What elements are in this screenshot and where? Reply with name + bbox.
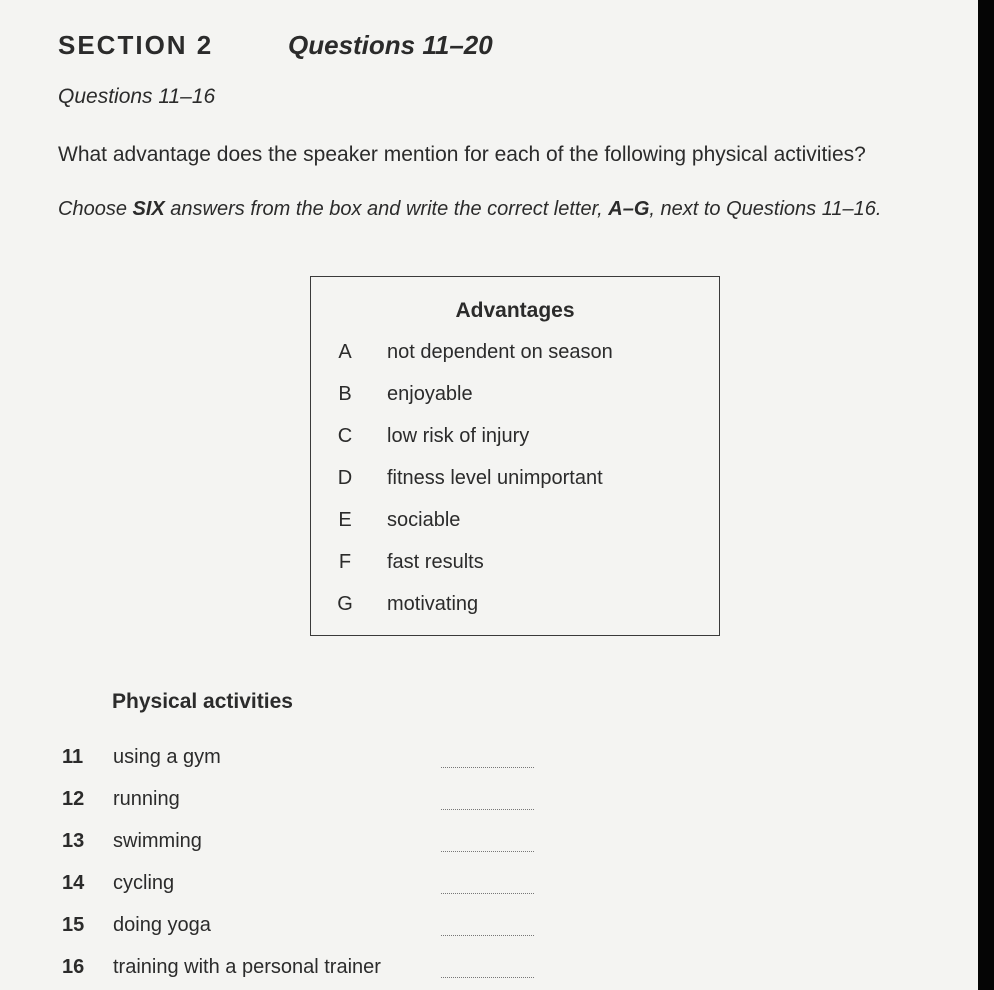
- instruction-mid: answers from the box and write the correct letter,: [164, 198, 609, 220]
- activity-row: [0, 872, 978, 904]
- option-row: [311, 425, 719, 455]
- activity-row: [0, 956, 978, 988]
- option-text: fitness level unimportant: [387, 467, 603, 489]
- option-letter: A: [338, 341, 352, 363]
- option-letter: F: [338, 551, 352, 573]
- option-letter: D: [337, 467, 353, 489]
- answer-blank[interactable]: [441, 977, 534, 978]
- instruction-pre: Choose: [58, 198, 133, 220]
- option-row: [311, 467, 719, 497]
- activity-text: running: [113, 788, 180, 810]
- question-prompt: What advantage does the speaker mention for each of the following physical activities?: [58, 143, 866, 166]
- instruction-range: A–G: [608, 198, 650, 220]
- question-number: 13: [62, 830, 85, 852]
- option-row: [311, 551, 719, 581]
- option-text: low risk of injury: [387, 425, 530, 447]
- activity-text: training with a personal trainer: [113, 956, 381, 978]
- activity-row: [0, 746, 978, 778]
- option-text: enjoyable: [387, 383, 473, 405]
- activity-row: [0, 914, 978, 946]
- instruction-count: SIX: [132, 198, 165, 220]
- advantages-box: [310, 276, 720, 636]
- instruction-post: , next to Questions 11–16.: [649, 198, 882, 220]
- answer-blank[interactable]: [441, 851, 534, 852]
- activity-text: using a gym: [113, 746, 221, 768]
- activity-text: swimming: [113, 830, 202, 852]
- option-row: [311, 341, 719, 371]
- activities-heading: Physical activities: [112, 690, 293, 713]
- question-number: 14: [62, 872, 85, 894]
- question-number: 11: [62, 746, 84, 768]
- part-heading: Questions 11–16: [58, 85, 216, 108]
- question-number: 15: [62, 914, 85, 936]
- section-questions-range: Questions 11–20: [288, 30, 493, 60]
- question-number: 16: [62, 956, 85, 978]
- answer-blank[interactable]: [441, 809, 534, 810]
- option-letter: G: [337, 593, 353, 615]
- option-text: fast results: [387, 551, 484, 573]
- section-label: SECTION 2: [58, 30, 214, 60]
- answer-blank[interactable]: [441, 767, 534, 768]
- activity-row: [0, 830, 978, 862]
- option-letter: C: [337, 425, 353, 447]
- activity-text: doing yoga: [113, 914, 211, 936]
- option-text: motivating: [387, 593, 479, 615]
- instruction-text: [58, 195, 918, 224]
- activity-text: cycling: [113, 872, 175, 894]
- option-letter: B: [338, 383, 352, 405]
- option-row: [311, 383, 719, 413]
- option-text: sociable: [387, 509, 461, 531]
- answer-blank[interactable]: [441, 935, 534, 936]
- option-letter: E: [338, 509, 352, 531]
- question-number: 12: [62, 788, 85, 810]
- option-row: [311, 509, 719, 539]
- answer-blank[interactable]: [441, 893, 534, 894]
- option-text: not dependent on season: [387, 341, 613, 363]
- option-row: [311, 593, 719, 623]
- advantages-box-title: Advantages: [455, 299, 575, 322]
- activity-row: [0, 788, 978, 820]
